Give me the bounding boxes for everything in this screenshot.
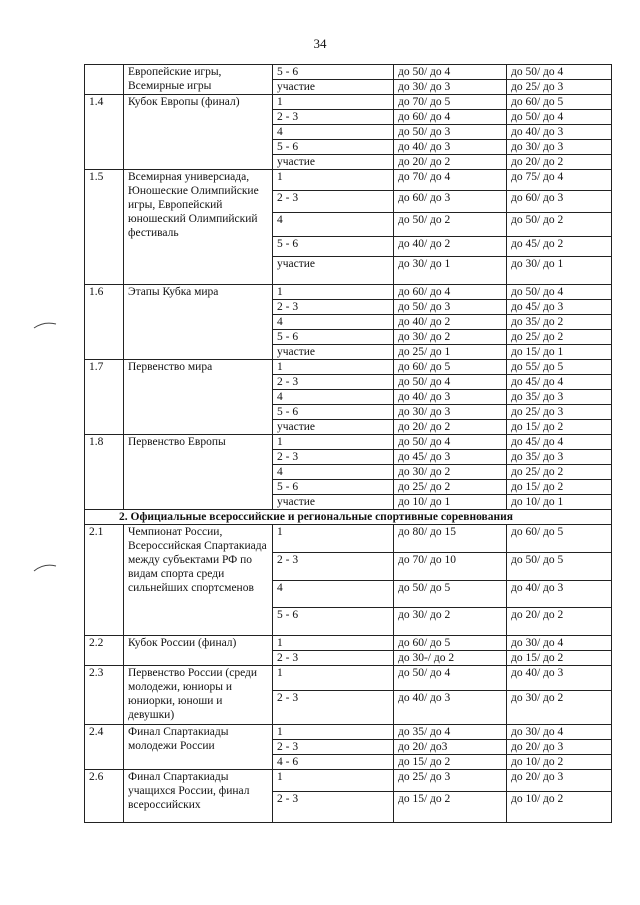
value-cell: до 50/ до 5 <box>507 553 612 581</box>
value-cell: до 20/ до 2 <box>507 155 612 170</box>
place-cell: участие <box>273 155 394 170</box>
value-cell: до 30/ до 4 <box>507 636 612 651</box>
value-cell: до 50/ до 4 <box>507 65 612 80</box>
table-row <box>85 170 612 191</box>
value-cell: до 60/ до 3 <box>394 191 507 213</box>
competition-name: Первенство России (среди молодежи, юниоры и юниорки, юноши и девушки) <box>124 666 273 725</box>
value-cell: до 20/ до3 <box>394 740 507 755</box>
competition-name: Финал Спартакиады учащихся России, финал всероссийских <box>124 770 273 823</box>
value-cell: до 70/ до 10 <box>394 553 507 581</box>
place-cell: 4 - 6 <box>273 755 394 770</box>
value-cell: до 70/ до 5 <box>394 95 507 110</box>
value-cell: до 10/ до 2 <box>507 755 612 770</box>
place-cell: 4 <box>273 125 394 140</box>
value-cell: до 20/ до 3 <box>507 770 612 792</box>
value-cell: до 15/ до 2 <box>394 792 507 823</box>
value-cell: до 20/ до 2 <box>394 420 507 435</box>
value-cell: до 15/ до 1 <box>507 345 612 360</box>
value-cell: до 50/ до 4 <box>394 666 507 691</box>
place-cell: 2 - 3 <box>273 300 394 315</box>
value-cell: до 35/ до 2 <box>507 315 612 330</box>
table-row <box>85 285 612 300</box>
value-cell: до 35/ до 3 <box>507 450 612 465</box>
value-cell: до 50/ до 3 <box>394 125 507 140</box>
place-cell: 2 - 3 <box>273 691 394 725</box>
value-cell: до 15/ до 2 <box>507 420 612 435</box>
table-row <box>85 725 612 740</box>
value-cell: до 25/ до 2 <box>394 480 507 495</box>
place-cell: 5 - 6 <box>273 608 394 636</box>
competition-name: Первенство мира <box>124 360 273 435</box>
table-row <box>85 666 612 691</box>
place-cell: 5 - 6 <box>273 65 394 80</box>
value-cell: до 45/ до 3 <box>394 450 507 465</box>
place-cell: 2 - 3 <box>273 375 394 390</box>
value-cell: до 45/ до 4 <box>507 375 612 390</box>
table-row <box>85 770 612 792</box>
item-number: 2.1 <box>85 525 124 636</box>
value-cell: до 15/ до 2 <box>507 480 612 495</box>
place-cell: 4 <box>273 390 394 405</box>
value-cell: до 50/ до 4 <box>507 110 612 125</box>
place-cell: участие <box>273 345 394 360</box>
value-cell: до 40/ до 3 <box>507 581 612 608</box>
competition-name: Кубок России (финал) <box>124 636 273 666</box>
value-cell: до 25/ до 3 <box>507 80 612 95</box>
value-cell: до 55/ до 5 <box>507 360 612 375</box>
value-cell: до 20/ до 2 <box>507 608 612 636</box>
value-cell: до 10/ до 1 <box>507 495 612 510</box>
item-number <box>85 65 124 95</box>
competition-name: Первенство Европы <box>124 435 273 510</box>
place-cell: 1 <box>273 435 394 450</box>
value-cell: до 60/ до 4 <box>394 285 507 300</box>
value-cell: до 80/ до 15 <box>394 525 507 553</box>
value-cell: до 15/ до 2 <box>507 651 612 666</box>
place-cell: 5 - 6 <box>273 405 394 420</box>
value-cell: до 45/ до 3 <box>507 300 612 315</box>
value-cell: до 75/ до 4 <box>507 170 612 191</box>
value-cell: до 40/ до 3 <box>394 691 507 725</box>
value-cell: до 40/ до 2 <box>394 237 507 257</box>
table-row <box>85 525 612 553</box>
value-cell: до 40/ до 3 <box>507 666 612 691</box>
place-cell: 2 - 3 <box>273 651 394 666</box>
place-cell: 2 - 3 <box>273 191 394 213</box>
value-cell: до 60/ до 3 <box>507 191 612 213</box>
place-cell: 1 <box>273 666 394 691</box>
value-cell: до 10/ до 1 <box>394 495 507 510</box>
value-cell: до 50/ до 4 <box>507 285 612 300</box>
value-cell: до 35/ до 4 <box>394 725 507 740</box>
value-cell: до 30/ до 4 <box>507 725 612 740</box>
place-cell: 1 <box>273 170 394 191</box>
competition-name: Финал Спартакиады молодежи России <box>124 725 273 770</box>
value-cell: до 25/ до 3 <box>507 405 612 420</box>
value-cell: до 30/ до 1 <box>507 257 612 285</box>
value-cell: до 20/ до 3 <box>507 740 612 755</box>
value-cell: до 25/ до 2 <box>507 330 612 345</box>
place-cell: 4 <box>273 581 394 608</box>
competition-name: Кубок Европы (финал) <box>124 95 273 170</box>
item-number: 2.4 <box>85 725 124 770</box>
value-cell: до 30-/ до 2 <box>394 651 507 666</box>
place-cell: 2 - 3 <box>273 110 394 125</box>
place-cell: 4 <box>273 213 394 237</box>
place-cell: 1 <box>273 95 394 110</box>
value-cell: до 15/ до 2 <box>394 755 507 770</box>
value-cell: до 50/ до 4 <box>394 375 507 390</box>
margin-mark <box>0 560 58 574</box>
place-cell: 1 <box>273 636 394 651</box>
item-number: 1.6 <box>85 285 124 360</box>
value-cell: до 40/ до 2 <box>394 315 507 330</box>
place-cell: 4 <box>273 465 394 480</box>
value-cell: до 25/ до 1 <box>394 345 507 360</box>
value-cell: до 50/ до 2 <box>394 213 507 237</box>
value-cell: до 70/ до 4 <box>394 170 507 191</box>
place-cell: 1 <box>273 285 394 300</box>
place-cell: 2 - 3 <box>273 792 394 823</box>
place-cell: 5 - 6 <box>273 140 394 155</box>
margin-stroke-icon <box>0 560 58 574</box>
item-number: 1.5 <box>85 170 124 285</box>
value-cell: до 45/ до 2 <box>507 237 612 257</box>
value-cell: до 30/ до 1 <box>394 257 507 285</box>
margin-mark <box>0 318 58 332</box>
value-cell: до 30/ до 2 <box>394 465 507 480</box>
value-cell: до 40/ до 3 <box>394 140 507 155</box>
item-number: 2.2 <box>85 636 124 666</box>
value-cell: до 45/ до 4 <box>507 435 612 450</box>
place-cell: 5 - 6 <box>273 480 394 495</box>
value-cell: до 20/ до 2 <box>394 155 507 170</box>
place-cell: 1 <box>273 525 394 553</box>
competition-name: Всемирная универсиада, Юношеские Олимпийские игры, Европейский юношеский Олимпийский фестиваль <box>124 170 273 285</box>
value-cell: до 30/ до 3 <box>394 80 507 95</box>
value-cell: до 25/ до 3 <box>394 770 507 792</box>
value-cell: до 30/ до 2 <box>394 330 507 345</box>
value-cell: до 25/ до 2 <box>507 465 612 480</box>
value-cell: до 30/ до 2 <box>507 691 612 725</box>
place-cell: участие <box>273 420 394 435</box>
value-cell: до 60/ до 5 <box>507 525 612 553</box>
value-cell: до 40/ до 3 <box>394 390 507 405</box>
item-number: 2.6 <box>85 770 124 823</box>
value-cell: до 40/ до 3 <box>507 125 612 140</box>
place-cell: 5 - 6 <box>273 237 394 257</box>
place-cell: 5 - 6 <box>273 330 394 345</box>
page-number: 34 <box>313 36 327 51</box>
value-cell: до 50/ до 3 <box>394 300 507 315</box>
item-number: 2.3 <box>85 666 124 725</box>
table-row <box>85 435 612 450</box>
place-cell: 4 <box>273 315 394 330</box>
competition-name: Чемпионат России, Всероссийская Спартакиада между субъектами РФ по видам спорта среди сильнейших спортсменов <box>124 525 273 636</box>
table-row <box>85 95 612 110</box>
value-cell: до 60/ до 5 <box>394 636 507 651</box>
place-cell: участие <box>273 495 394 510</box>
value-cell: до 50/ до 5 <box>394 581 507 608</box>
place-cell: участие <box>273 80 394 95</box>
item-number: 1.4 <box>85 95 124 170</box>
table-row <box>85 360 612 375</box>
place-cell: 1 <box>273 770 394 792</box>
value-cell: до 60/ до 5 <box>394 360 507 375</box>
place-cell: 2 - 3 <box>273 553 394 581</box>
value-cell: до 50/ до 2 <box>507 213 612 237</box>
value-cell: до 50/ до 4 <box>394 65 507 80</box>
place-cell: 2 - 3 <box>273 740 394 755</box>
item-number: 1.8 <box>85 435 124 510</box>
margin-stroke-icon <box>0 318 58 332</box>
value-cell: до 50/ до 4 <box>394 435 507 450</box>
table-row <box>85 65 612 80</box>
value-cell: до 35/ до 3 <box>507 390 612 405</box>
results-table <box>84 64 612 823</box>
place-cell: 1 <box>273 725 394 740</box>
place-cell: участие <box>273 257 394 285</box>
value-cell: до 60/ до 4 <box>394 110 507 125</box>
competition-name: Этапы Кубка мира <box>124 285 273 360</box>
section-row <box>85 510 612 525</box>
item-number: 1.7 <box>85 360 124 435</box>
value-cell: до 30/ до 3 <box>394 405 507 420</box>
value-cell: до 30/ до 3 <box>507 140 612 155</box>
place-cell: 2 - 3 <box>273 450 394 465</box>
value-cell: до 10/ до 2 <box>507 792 612 823</box>
competition-name: Европейские игры, Всемирные игры <box>124 65 273 95</box>
place-cell: 1 <box>273 360 394 375</box>
value-cell: до 30/ до 2 <box>394 608 507 636</box>
value-cell: до 60/ до 5 <box>507 95 612 110</box>
table-row <box>85 636 612 651</box>
section-title: 2. Официальные всероссийские и региональные спортивные соревнования <box>85 510 612 525</box>
